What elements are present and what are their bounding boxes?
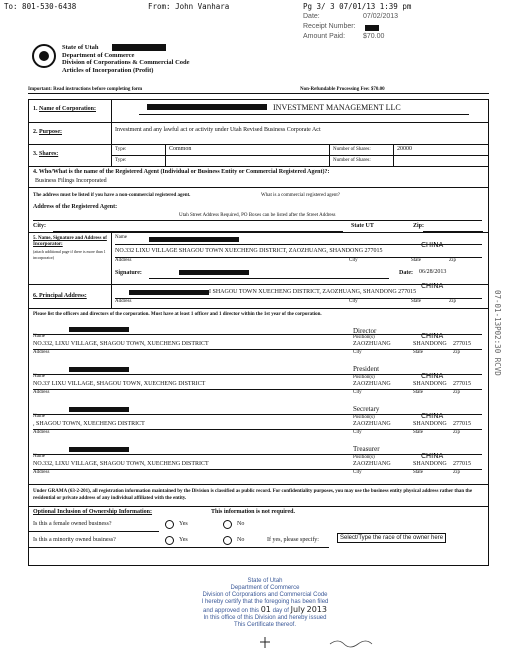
officer-entry <box>29 401 488 441</box>
signature-date-label: Date: <box>399 270 413 276</box>
specify-label: If yes, please specify: <box>267 537 319 543</box>
officer-country: CHINA <box>421 452 444 460</box>
officer-zip: 277015 <box>453 341 471 347</box>
officer-title: Director <box>353 327 377 335</box>
female-yes-radio[interactable] <box>165 520 174 529</box>
state-label: State <box>413 390 423 395</box>
handwritten-day: 01 <box>260 605 271 614</box>
officer-country: CHINA <box>421 372 444 380</box>
position-label: Position(s) <box>353 375 375 380</box>
city-label: City <box>349 258 358 263</box>
officer-zip: 277015 <box>453 381 471 387</box>
address-label: Address <box>115 299 132 304</box>
officer-state: SHANDONG <box>413 461 447 467</box>
share-type-label: Type: <box>115 147 127 152</box>
agent-city-label: City: <box>33 223 46 229</box>
share-count-label: Number of Shares: <box>333 147 371 152</box>
stamp-line: Division of Corporations and Commercial Code <box>202 592 328 598</box>
officer-entry <box>29 441 488 481</box>
ownership-title: Optional Inclusion of Ownership Information: <box>33 509 153 515</box>
city-label: City <box>353 430 362 435</box>
city-label: City <box>353 470 362 475</box>
section-4-registered-agent <box>29 166 488 232</box>
stamp-line: and approved on this <box>202 608 260 614</box>
position-label: Position(s) <box>353 455 375 460</box>
agent-address-label: Address of the Registered Agent: <box>33 204 118 210</box>
state-label: State <box>413 470 423 475</box>
fax-from: From: John Vanhara <box>148 2 230 11</box>
incorporator-country: CHINA <box>421 241 444 249</box>
city-label: City <box>353 350 362 355</box>
street-note: Utah Street Address Required, PO Boxes can be listed after the Street Address <box>179 213 336 218</box>
officer-title: Secretary <box>353 405 380 413</box>
agency-department: Department of Commerce <box>62 51 135 59</box>
agent-label: 4. Who/What is the name of the Registered Agent (Individual or Business Entity or Commercial Registered Agent)?: <box>33 169 330 175</box>
minority-no-radio[interactable] <box>223 536 232 545</box>
officer-entry <box>29 361 488 401</box>
officer-zip: 277015 <box>453 421 471 427</box>
female-no-label: No <box>237 521 245 527</box>
purpose-value: Investment and any lawful act or activity under Utah Revised Business Corporate Act <box>115 127 321 133</box>
officer-city: ZAOZHUANG <box>353 461 391 467</box>
address-label: Address <box>33 390 50 395</box>
zip-label: Zip <box>449 299 456 304</box>
redaction <box>147 104 267 110</box>
female-no-radio[interactable] <box>223 520 232 529</box>
officers-intro: Please list the officers and directors of the corporation. Must have at least 1 officer and 1 director within the 1st year of the corporation. <box>33 312 322 317</box>
minority-owned-question: Is this a minority owned business? <box>33 537 116 543</box>
corp-name-value: INVESTMENT MANAGEMENT LLC <box>273 103 401 112</box>
minority-yes-label: Yes <box>179 537 188 543</box>
officer-country: CHINA <box>421 332 444 340</box>
state-label: State <box>413 430 423 435</box>
female-yes-label: Yes <box>179 521 188 527</box>
share-type2-label: Type: <box>115 158 127 163</box>
officer-title: President <box>353 365 380 373</box>
date-value: 07/02/2013 <box>363 13 399 20</box>
principal-country: CHINA <box>421 282 444 290</box>
redaction <box>69 327 129 332</box>
form-title: Articles of Incorporation (Profit) <box>62 66 154 74</box>
state-label: State <box>411 258 421 263</box>
stamp-line: In this office of this Division and hereby issued <box>203 615 327 621</box>
officer-state: SHANDONG <box>413 381 447 387</box>
incorporator-name-label: Name <box>115 235 127 240</box>
address-label: Address <box>115 258 132 263</box>
officer-state: SHANDONG <box>413 341 447 347</box>
address-label: Address <box>33 350 50 355</box>
officer-zip: 277015 <box>453 461 471 467</box>
zip-label: Zip <box>449 258 456 263</box>
incorporator-address: NO.332 LIXU VILLAGE SHAGOU TOWN XUECHENG DISTRICT, ZAOZHUANG, SHANDONG 277015 <box>115 248 383 254</box>
share-type-value: Common <box>169 146 192 152</box>
certification-stamp <box>190 578 340 629</box>
agency-division: Division of Corporations & Commercial Code <box>62 59 190 66</box>
female-owned-question: Is this a female owned business? <box>33 521 112 527</box>
zip-label: Zip <box>453 430 460 435</box>
redaction <box>112 44 166 51</box>
officers-section <box>29 308 488 484</box>
share-count-value: 20000 <box>397 146 412 152</box>
processing-fee: Non-Refundable Processing Fee: $70.00 <box>300 87 385 92</box>
section-5-incorporator <box>29 232 488 284</box>
redaction <box>69 407 129 412</box>
stamp-line: I hereby certify that the foregoing has been filed <box>201 599 329 605</box>
corp-name-label: Name of Corporation: <box>39 106 96 112</box>
shares-label: Shares: <box>39 151 59 157</box>
signature-scribble-icon <box>250 636 400 650</box>
ownership-section <box>29 506 488 566</box>
principal-address-value: I SHAGOU TOWN XUECHENG DISTRICT, ZAOZHUANG, SHANDONG 277015 <box>209 289 417 295</box>
commercial-agent-link[interactable]: What is a commercial registered agent? <box>261 193 340 198</box>
stamp-line: Department of Commerce <box>230 585 300 591</box>
amount-label: Amount Paid: <box>303 33 346 40</box>
officer-address: NO.332, LIXU VILLAGE, SHAGOU TOWN, XUECHENG DISTRICT <box>33 341 209 347</box>
redaction <box>179 270 249 275</box>
officer-address: NO.33' LIXU VILLAGE, SHAGOU TOWN, XUECHENG DISTRICT <box>33 381 206 387</box>
name-label: Name <box>33 414 45 419</box>
address-label: Address <box>33 430 50 435</box>
section-3-shares: 3. Shares: Type: Common Number of Shares: 20000 Type: Number of Shares: <box>29 144 488 166</box>
redaction <box>149 237 239 242</box>
officer-city: ZAOZHUANG <box>353 421 391 427</box>
fax-to: To: 801-530-6438 <box>4 2 77 11</box>
zip-label: Zip <box>453 390 460 395</box>
officer-country: CHINA <box>421 412 444 420</box>
signature-date-value: 06/28/2013 <box>419 269 447 275</box>
ownership-note: This information is not required. <box>211 509 295 515</box>
articles-form <box>28 99 489 566</box>
officer-entry <box>29 321 488 361</box>
grama-notice <box>29 484 488 506</box>
share-count2-label: Number of Shares: <box>333 158 371 163</box>
grama-text: Under GRAMA (63-2-201), all registration information maintained by the Division is classified as public record. For confidentiality purposes, you may use the business entity physical address rather than the residential or private address of any individual affiliated with the entity. <box>33 489 473 501</box>
received-stamp: 07-01-13P02:30 RCVD <box>493 290 502 376</box>
redaction <box>365 25 379 31</box>
incorporator-note: (attach additional page if there is more than 1 incorporator) <box>33 249 106 260</box>
officer-city: ZAOZHUANG <box>353 381 391 387</box>
section-6-principal-address <box>29 284 488 308</box>
city-label: City <box>353 390 362 395</box>
incorporator-label: 5. Name, Signature and Address of Incorporator: <box>33 236 107 247</box>
address-label: Address <box>33 470 50 475</box>
agent-value: Business Filings Incorporated <box>35 178 107 184</box>
name-label: Name <box>33 374 45 379</box>
section-2-purpose: 2. Purpose: Investment and any lawful act or activity under Utah Revised Business Corporate Act <box>29 122 488 144</box>
state-label: State <box>411 299 421 304</box>
agent-state-label: State UT <box>351 223 374 229</box>
zip-label: Zip <box>453 470 460 475</box>
stamp-line: day of <box>272 608 289 614</box>
position-label: Position(s) <box>353 335 375 340</box>
agency-state: State of Utah <box>62 44 99 51</box>
minority-no-label: No <box>237 537 245 543</box>
noncommercial-note: The address must be listed if you have a non-commercial registered agent. <box>33 193 191 198</box>
stamp-line: State of Utah <box>247 578 283 584</box>
handwritten-year: 2013 <box>306 605 328 614</box>
redaction <box>69 367 129 372</box>
race-select-field[interactable]: Select/Type the race of the owner here <box>337 533 446 543</box>
name-label: Name <box>33 454 45 459</box>
amount-value: $70.00 <box>363 33 385 40</box>
principal-address-label: 6. Principal Address: <box>33 293 87 299</box>
position-label: Position(s) <box>353 415 375 420</box>
officer-address: , SHAGOU TOWN, XUECHENG DISTRICT <box>33 421 145 427</box>
fax-page: Pg 3/ 3 07/01/13 1:39 pm <box>303 2 412 11</box>
zip-label: Zip <box>453 350 460 355</box>
receipt-label: Receipt Number: <box>303 23 356 30</box>
receipt-block <box>303 12 399 42</box>
utah-seal-icon <box>32 44 56 68</box>
officer-state: SHANDONG <box>413 421 447 427</box>
handwritten-month: July <box>290 605 305 614</box>
date-label: Date: <box>303 13 320 20</box>
purpose-label: Purpose: <box>39 129 62 135</box>
minority-yes-radio[interactable] <box>165 536 174 545</box>
officer-city: ZAOZHUANG <box>353 341 391 347</box>
agent-zip-label: Zip: <box>413 223 425 229</box>
name-label: Name <box>33 334 45 339</box>
redaction <box>129 290 209 295</box>
instructions-note: Important: Read instructions before completing form <box>28 87 143 92</box>
signature-label: Signature: <box>115 270 142 276</box>
redaction <box>69 447 129 452</box>
stamp-line: This Certificate thereof. <box>233 622 297 628</box>
section-1-corp-name: 1. Name of Corporation: INVESTMENT MANAGEMENT LLC <box>29 100 488 122</box>
city-label: City <box>349 299 358 304</box>
state-label: State <box>413 350 423 355</box>
officer-address: NO.332, LIXU VILLAGE, SHAGOU TOWN, XUECHENG DISTRICT <box>33 461 209 467</box>
officer-title: Treasurer <box>353 445 380 453</box>
